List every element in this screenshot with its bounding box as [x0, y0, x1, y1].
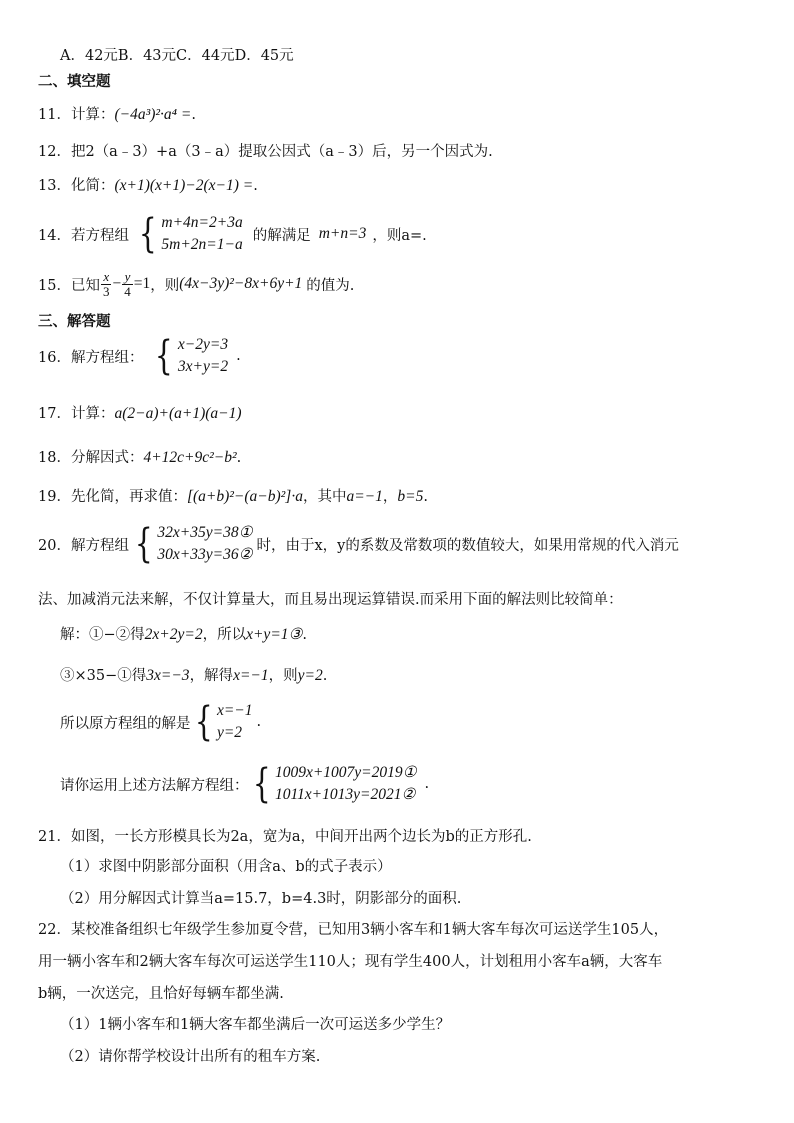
q22-line2: 用一辆小客车和2辆大客车每次可运送学生110人；现有学生400人，计划租用小客车a辆，大客车: [38, 954, 663, 970]
q22-part2: （2）请你帮学校设计出所有的租车方案.: [60, 1049, 321, 1065]
q14: 14． 若方程组 { m+4n=2+3a 5m+2n=1−a 的解满足 m+n=3 ，则a=.: [38, 211, 427, 257]
q13-expression: (x+1)(x+1)−2(x−1) =: [114, 177, 254, 194]
q20-line1: 20． 解方程组 { 32x+35y=38① 30x+33y=36② 时，由于x，y的系数及常数项的数值较大，如果用常规的代入消元: [38, 521, 679, 567]
q20-line2: 法、加减消元法来解，不仅计算量大，而且易出现运算错误.而采用下面的解法则比较简单：: [38, 592, 623, 608]
q11-expression: (−4a³)²·a⁴ =: [114, 106, 192, 123]
q11: 11．计算：(−4a³)²·a⁴ =.: [38, 106, 196, 123]
q20-exercise: 请你运用上述方法解方程组： { 1009x+1007y=2019① 1011x+1013y=2021② .: [60, 761, 430, 807]
q17: 17．计算：a(2−a)+(a+1)(a−1): [38, 405, 242, 422]
q21-line1: 21．如图，一长方形模具长为2a，宽为a，中间开出两个边长为b的正方形孔.: [38, 829, 532, 845]
q20-equation-system: { 32x+35y=38① 30x+33y=36②: [134, 521, 253, 567]
q22-line1: 22．某校准备组织七年级学生参加夏令营，已知用3辆小客车和1辆大客车每次可运送学生105人，: [38, 922, 669, 938]
q15-condition: $\frac{x}{3}$ − $\frac{y}{4}$ =1: [102, 269, 151, 299]
q20-exercise-system: { 1009x+1007y=2019① 1011x+1013y=2021②: [252, 761, 417, 807]
q15: 15． 已知 $\frac{x}{3}$ − $\frac{y}{4}$ =1 ，则 (4x−3y)²−8x+6y+1 的值为.: [38, 269, 355, 299]
section-fill-blank-heading: 二、填空题: [38, 74, 111, 90]
q13: 13．化简：(x+1)(x+1)−2(x−1) =.: [38, 177, 258, 194]
q19: 19．先化简，再求值：[(a+b)²−(a−b)²]·a，其中a=−1，b=5.: [38, 488, 428, 505]
q21-part2: （2）用分解因式计算当a=15.7，b=4.3时，阴影部分的面积.: [60, 891, 462, 907]
q22-part1: （1）1辆小客车和1辆大客车都坐满后一次可运送多少学生？: [60, 1017, 451, 1033]
q12: 12．把2（a﹣3）+a（3﹣a）提取公因式（a﹣3）后，另一个因式为.: [38, 144, 493, 160]
q19-expression: [(a+b)²−(a−b)²]·a: [186, 488, 303, 505]
q17-expression: a(2−a)+(a+1)(a−1): [114, 405, 242, 422]
q15-expression: (4x−3y)²−8x+6y+1: [179, 275, 303, 293]
q14-equation-system: { m+4n=2+3a 5m+2n=1−a: [138, 211, 243, 257]
q16: 16． 解方程组： { x−2y=3 3x+y=2 .: [38, 333, 241, 379]
q21-part1: （1）求图中阴影部分面积（用含a、b的式子表示）: [60, 859, 392, 875]
q16-equation-system: { x−2y=3 3x+y=2: [155, 333, 229, 379]
q20-solution-result: 所以原方程组的解是 { x=−1 y=2 .: [60, 699, 262, 745]
section-solve-heading: 三、解答题: [38, 314, 111, 330]
q20-solution-step1: 解：①−②得2x+2y=2，所以x+y=1③.: [60, 626, 308, 643]
q18: 18．分解因式：4+12c+9c²−b².: [38, 449, 242, 466]
q20-solution-step2: ③×35−①得3x=−3，解得x=−1，则y=2.: [60, 667, 328, 684]
q10-options: A．42元B．43元C．44元D．45元: [60, 48, 294, 64]
q22-line3: b辆，一次送完，且恰好每辆车都坐满.: [38, 986, 284, 1002]
q18-expression: 4+12c+9c²−b²: [143, 449, 237, 466]
